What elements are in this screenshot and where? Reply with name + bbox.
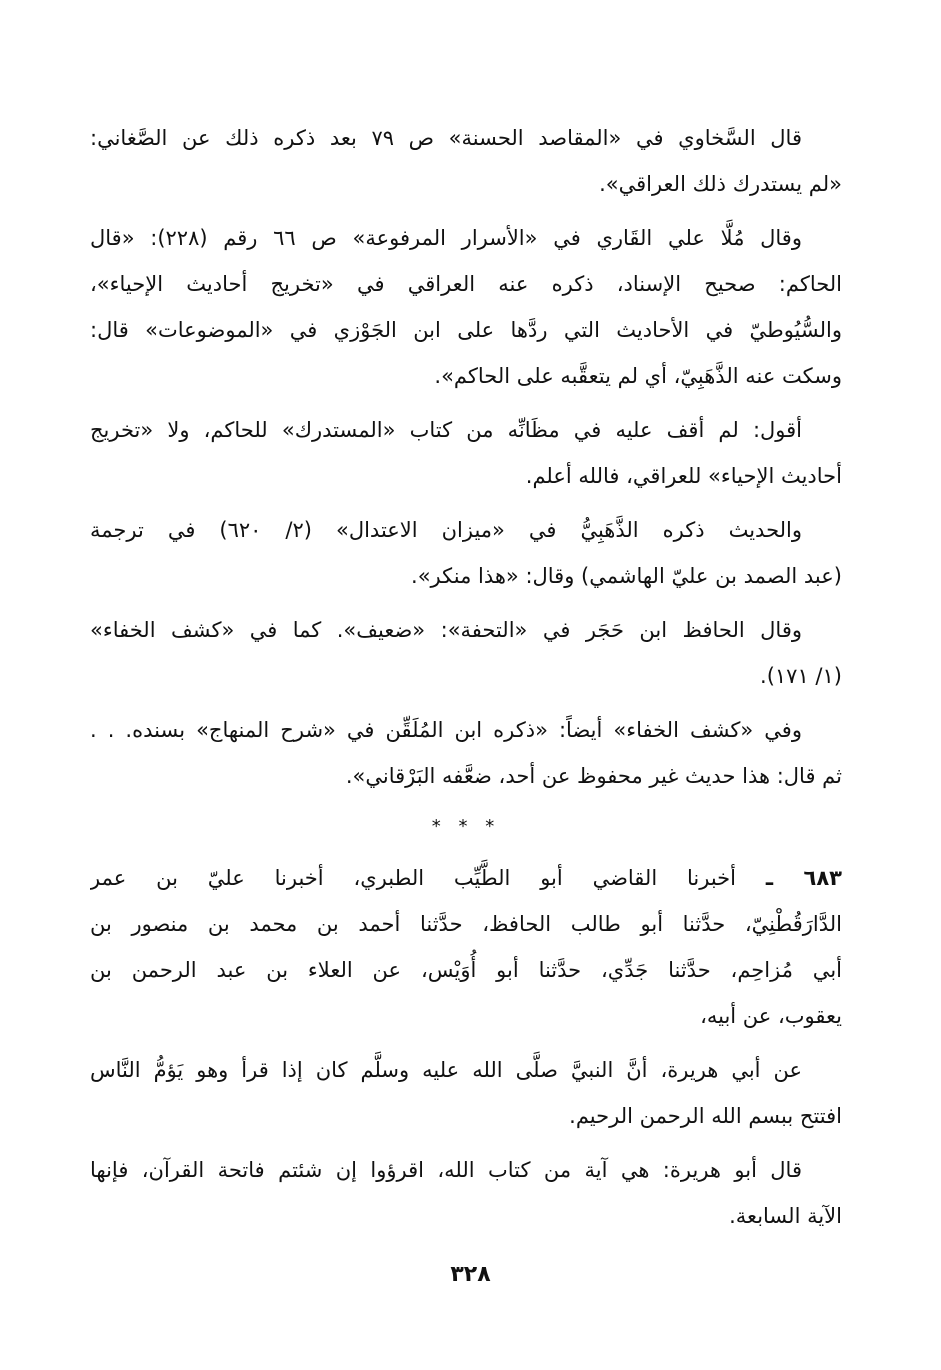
paragraph-dhahabi <box>90 507 842 599</box>
text-line: أبي مُزاحِم، حدَّثنا جَدِّي، حدَّثنا أبو أُوَيْس، عن العلاء بن عبد الرحمن بن <box>90 958 842 982</box>
paragraph-kashf <box>90 707 842 799</box>
hadith-number: ٦٨٣ ـ <box>765 866 842 890</box>
text-line: أحاديث الإحياء» للعراقي، فالله أعلم. <box>525 464 842 488</box>
text-line: يعقوب، عن أبيه، <box>700 1004 842 1028</box>
text-line: والسُّيُوطيّ في الأحاديث التي ردَّها على ابن الجَوْزي في «الموضوعات» قال: <box>90 318 842 342</box>
text-line: افتتح ببسم الله الرحمن الرحيم. <box>569 1104 842 1128</box>
text-line-content: أخبرنا القاضي أبو الطَّيِّب الطبري، أخبرنا عليّ بن عمر <box>90 866 736 890</box>
hadith-matn <box>90 1047 842 1139</box>
text-line: قال أبو هريرة: هي آية من كتاب الله، اقرؤوا إن شئتم فاتحة القرآن، فإنها <box>90 1158 802 1182</box>
text-line: ثم قال: هذا حديث غير محفوظ عن أحد، ضعَّفه البَرْقاني». <box>345 764 842 788</box>
text-line: الآية السابعة. <box>729 1204 842 1228</box>
text-line: وفي «كشف الخفاء» أيضاً: «ذكره ابن المُلَقِّن في «شرح المنهاج» بسنده. . . <box>90 718 802 742</box>
text-line: الحاكم: صحيح الإسناد، ذكره عنه العراقي في «تخريج أحاديث الإحياء»، <box>90 272 842 296</box>
text-line: (عبد الصمد بن عليّ الهاشمي) وقال: «هذا منكر». <box>411 564 842 588</box>
text-line: عن أبي هريرة، أنَّ النبيَّ صلَّى الله عليه وسلَّم كان إذا قرأ وهو يَؤمُّ النَّاس <box>90 1058 802 1082</box>
text-line: أقول: لم أقف عليه في مظَانِّه من كتاب «المستدرك» للحاكم، ولا «تخريج <box>90 418 802 442</box>
abu-hurayra-comment <box>90 1147 842 1239</box>
text-line: والحديث ذكره الذَّهَبِيُّ في «ميزان الاعتدال» (٢/ ٦٢٠) في ترجمة <box>90 518 802 542</box>
text-line <box>90 855 842 901</box>
text-line: الدَّارَقُطْنِيّ، حدَّثنا أبو طالب الحافظ، حدَّثنا أحمد بن محمد بن منصور بن <box>90 912 842 936</box>
text-line: وسكت عنه الذَّهَبِيّ، أي لم يتعقَّبه على الحاكم». <box>434 364 842 388</box>
paragraph-ibn-hajar <box>90 607 842 699</box>
text-line: وقال الحافظ ابن حَجَر في «التحفة»: «ضعيف». كما في «كشف الخفاء» <box>90 618 802 642</box>
hadith-isnad <box>90 855 842 1039</box>
paragraph-aqul <box>90 407 842 499</box>
section-separator: * * * <box>431 816 501 837</box>
text-line: «لم يستدرك ذلك العراقي». <box>599 172 842 196</box>
page-body <box>90 115 842 1247</box>
paragraph-qari <box>90 215 842 399</box>
text-line: (١/ ١٧١). <box>760 664 842 688</box>
text-line: قال السَّخاوي في «المقاصد الحسنة» ص ٧٩ بعد ذكره ذلك عن الصَّغاني: <box>90 126 802 150</box>
text-line: وقال مُلَّا علي القَاري في «الأسرار المرفوعة» ص ٦٦ رقم (٢٢٨): «قال <box>90 226 802 250</box>
paragraph-sakhawi <box>90 115 842 207</box>
page-number: ٣٢٨ <box>450 1262 491 1287</box>
